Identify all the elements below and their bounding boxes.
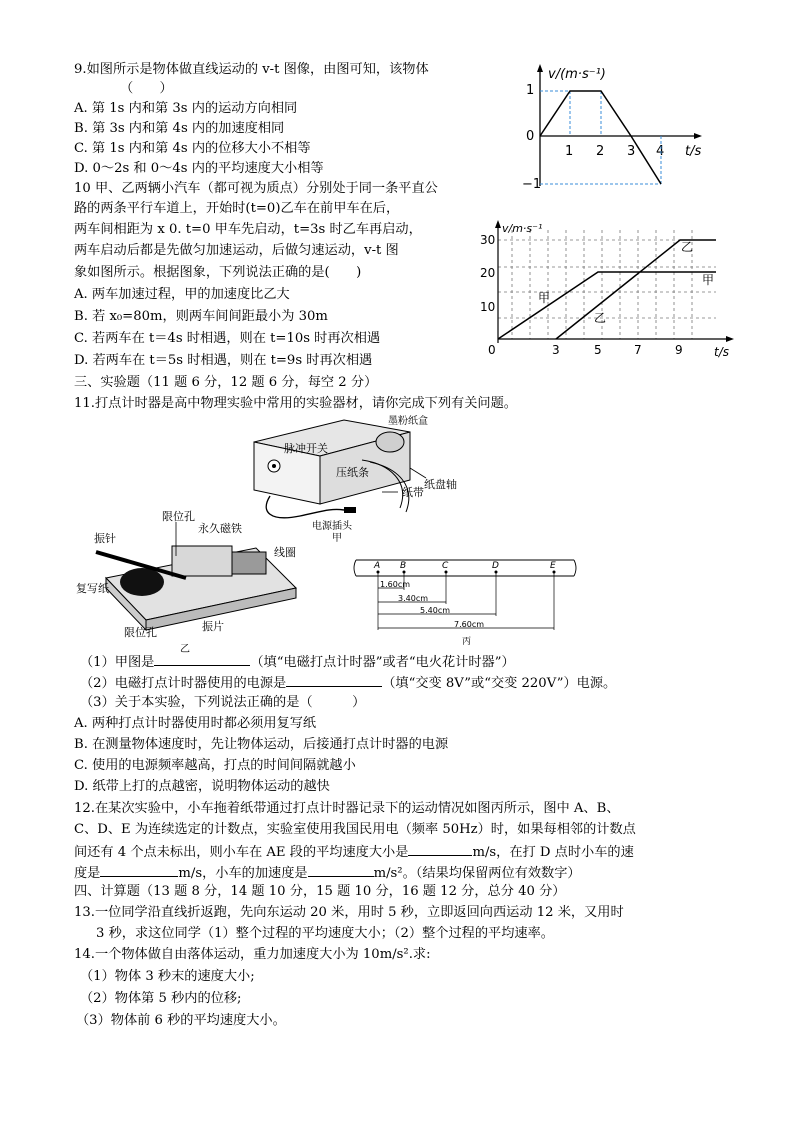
q11-part1: （1）甲图是 （填“电磁打点计时器”或者“电火花计时器”） — [80, 652, 515, 672]
q10-option-c: C. 若两车在 t＝4s 时相遇，则在 t=10s 时再次相遇 — [74, 331, 381, 346]
y-label: v/m·s⁻¹ — [502, 222, 543, 235]
y-tick-1: 1 — [526, 83, 535, 98]
x-axis-arrow — [726, 336, 734, 342]
dim-ad: 5.40cm — [420, 606, 451, 615]
x-tick-7: 7 — [634, 343, 642, 357]
q11-part2: （2）电磁打点计时器使用的电源是 （填“交变 8V”或“交变 220V”）电源。 — [80, 673, 616, 693]
dim-ab: 1.60cm — [380, 580, 411, 589]
q10-line-2: 路的两条平行车道上，开始时(t=0)乙车在前甲车在后， — [74, 201, 400, 216]
y-tick-20: 20 — [480, 266, 496, 280]
q14-part1: （1）物体 3 秒末的速度大小; — [80, 969, 255, 984]
paper-tape-figure — [350, 552, 580, 648]
y-axis-arrow — [495, 220, 501, 228]
x-tick-5: 5 — [594, 343, 602, 357]
label-pulse-switch: 脉冲开关 — [284, 442, 328, 455]
x-label: t/s — [685, 144, 702, 159]
label-toner-box: 墨粉纸盒 — [388, 416, 428, 427]
caption-bing: 丙 — [462, 637, 472, 647]
q10-line-3: 两车间相距为 x 0. t=0 甲车先启动，t=3s 时乙车再启动， — [74, 222, 422, 237]
q12-blank-avg-speed[interactable] — [408, 842, 472, 856]
point-e: E — [550, 561, 556, 571]
label-carbon-paper: 复写纸 — [76, 582, 109, 595]
label-permanent-magnet: 永久磁铁 — [198, 522, 242, 535]
label-power-plug: 电源插头 — [312, 521, 352, 532]
q9-option-c: C. 第 1s 内和第 4s 内的位移大小不相等 — [74, 141, 311, 156]
electromagnetic-timer-figure — [76, 508, 306, 656]
y-axis-arrow — [537, 64, 543, 72]
q11-option-d: D. 纸带上打的点越密，说明物体运动的越快 — [74, 779, 330, 794]
label-coil: 线圈 — [274, 546, 296, 559]
x-tick-1: 1 — [565, 144, 574, 159]
q10-option-d: D. 若两车在 t＝5s 时相遇，则在 t=9s 时再次相遇 — [74, 353, 373, 368]
label-limit-hole-top: 限位孔 — [162, 510, 195, 523]
q9-option-b: B. 第 3s 内和第 4s 内的加速度相同 — [74, 121, 285, 136]
q10-line-5: 象如图所示。根据图象，下列说法正确的是( ) — [74, 265, 362, 280]
q11-blank-1[interactable] — [154, 652, 250, 666]
q11-option-b: B. 在测量物体速度时，先让物体运动，后接通打点计时器的电源 — [74, 737, 449, 752]
y-tick-0: 0 — [526, 129, 535, 144]
point-a: A — [374, 561, 381, 571]
q9-option-a: A. 第 1s 内和第 3s 内的运动方向相同 — [74, 101, 298, 116]
q10-line-4: 两车启动后都是先做匀加速运动，后做匀速运动，v-t 图 — [74, 243, 399, 258]
caption-yi: 乙 — [180, 644, 190, 655]
dim-ac: 3.40cm — [398, 594, 429, 603]
q12-blank-d-speed[interactable] — [100, 863, 178, 877]
label-limit-hole-bottom: 限位孔 — [124, 626, 157, 639]
label-press-strip: 压纸条 — [336, 466, 369, 479]
x-tick-2: 2 — [596, 144, 605, 159]
y-tick-neg1: −1 — [522, 177, 542, 192]
point-c: C — [442, 561, 449, 571]
caption-jia: 甲 — [332, 533, 342, 542]
q10-line-1: 10 甲、乙两辆小汽车（都可视为质点）分别处于同一条平直公 — [74, 181, 438, 196]
q9-stem: 9.如图所示是物体做直线运动的 v-t 图像，由图可知，该物体 — [74, 62, 429, 77]
x-axis-arrow — [694, 133, 702, 139]
series-jia — [498, 272, 716, 339]
point-b: B — [400, 561, 407, 571]
q14-line-1: 14.一个物体做自由落体运动，重力加速度大小为 10m/s².求: — [74, 947, 431, 962]
q14-part2: （2）物体第 5 秒内的位移; — [80, 991, 242, 1006]
vt-line — [540, 91, 661, 184]
x-tick-4: 4 — [656, 144, 665, 159]
q12-blank-acceleration[interactable] — [308, 863, 374, 877]
label-yi-2: 乙 — [681, 240, 694, 254]
section-4-heading: 四、计算题（13 题 8 分，14 题 10 分，15 题 10 分，16 题 12 分，总分 40 分） — [74, 884, 566, 899]
label-jia: 甲 — [538, 291, 551, 305]
q14-part3: （3）物体前 6 秒的平均速度大小。 — [76, 1013, 286, 1028]
label-jia-2: 甲 — [702, 273, 715, 287]
q11-option-a: A. 两种打点计时器使用时都必须用复写纸 — [74, 716, 317, 731]
label-paper-tape: 纸带 — [402, 486, 424, 499]
label-vibrating-needle: 振针 — [94, 532, 116, 545]
point-d: D — [492, 561, 499, 571]
q13-line-1: 13.一位同学沿直线折返跑，先向东运动 20 米，用时 5 秒，立即返回向西运动 12 米，又用时 — [74, 905, 624, 920]
q12-line-2: C、D、E 为连续选定的计数点，实验室使用我国民用电（频率 50Hz）时，如果每相邻的计数点 — [74, 822, 636, 837]
label-reel-shaft: 纸盘轴 — [424, 478, 457, 491]
x-tick-9: 9 — [675, 343, 683, 357]
q10-option-a: A. 两车加速过程，甲的加速度比乙大 — [74, 287, 290, 302]
q12-line-1: 12.在某次实验中，小车拖着纸带通过打点计时器记录下的运动情况如图丙所示，图中 A、B、 — [74, 801, 620, 816]
q11-part3: （3）关于本实验，下列说法正确的是（ ） — [80, 695, 366, 710]
y-label: v/(m·s⁻¹) — [548, 67, 606, 82]
x-tick-3: 3 — [627, 144, 636, 159]
dim-ae: 7.60cm — [454, 620, 485, 629]
q11-blank-2[interactable] — [286, 673, 382, 687]
q9-option-d: D. 0～2s 和 0～4s 内的平均速度大小相等 — [74, 161, 324, 176]
y-tick-0: 0 — [488, 343, 496, 357]
q13-line-2: 3 秒，求这位同学（1）整个过程的平均速度大小；（2）整个过程的平均速率。 — [96, 926, 554, 941]
q10-vt-graph — [476, 218, 746, 368]
q12-line-3: 间还有 4 个点未标出，则小车在 AE 段的平均速度大小是 m/s，在打 D 点时小车的速 — [74, 842, 634, 862]
q9-vt-graph — [520, 58, 720, 198]
y-tick-30: 30 — [480, 233, 496, 247]
label-vibrating-plate: 振片 — [202, 620, 224, 633]
q11-stem: 11.打点计时器是高中物理实验中常用的实验器材，请你完成下列有关问题。 — [74, 396, 517, 411]
label-yi-1: 乙 — [594, 311, 607, 325]
x-label: t/s — [714, 345, 729, 359]
section-3-heading: 三、实验题（11 题 6 分，12 题 6 分，每空 2 分） — [74, 375, 378, 390]
q11-option-c: C. 使用的电源频率越高，打点的时间间隔就越小 — [74, 758, 356, 773]
y-tick-10: 10 — [480, 300, 496, 314]
q9-paren: （ ） — [120, 81, 173, 96]
q10-option-b: B. 若 x₀=80m，则两车间间距最小为 30m — [74, 309, 328, 324]
x-tick-3: 3 — [552, 343, 560, 357]
q12-line-4: 度是 m/s，小车的加速度是 m/s²。（结果均保留两位有效数字） — [74, 863, 581, 883]
